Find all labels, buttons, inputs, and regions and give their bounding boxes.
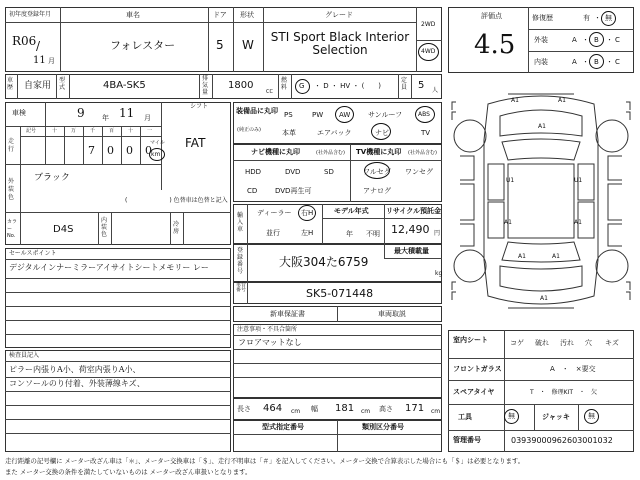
warranty-manual: 車両取説 — [378, 310, 406, 318]
equip-airbag: エアバック — [317, 129, 352, 137]
interior-b: B — [594, 58, 599, 66]
use-value: 自家用 — [24, 81, 52, 91]
score-value: 4.5 — [474, 30, 516, 60]
nav-header: ナビ機種に丸印 — [251, 148, 300, 156]
seat-koge: コゲ — [510, 339, 524, 347]
length-label: 長さ — [237, 405, 251, 413]
notes-text: フロアマットなし — [238, 338, 302, 347]
grade-value: STI Sport Black Interior Selection — [270, 30, 410, 57]
import-left-h: 左H — [301, 229, 314, 237]
class-label: 類別区分番号 — [362, 423, 404, 431]
model-year-unit: 年 — [346, 230, 353, 238]
capacity-label: 定員 — [401, 77, 408, 91]
exterior-a: A — [572, 36, 577, 44]
shift-value: FAT — [185, 136, 206, 150]
import-label: 輸入車 — [237, 212, 244, 233]
import-dealer: ディーラー — [257, 209, 292, 217]
nav-hdd: HDD — [245, 168, 262, 176]
equip-aw: AW — [339, 111, 351, 119]
plate-label: 登録番号 — [237, 247, 244, 275]
model-label: 型式 — [59, 77, 66, 91]
mileage-digit-3: 7 — [88, 144, 95, 157]
max-load-label: 最大積載量 — [394, 247, 429, 255]
drive-2wd: 2WD — [421, 21, 436, 28]
mark-a1-rear-1: A1 — [518, 253, 526, 260]
seat-yogore: 汚れ — [560, 339, 574, 347]
height-label: 高さ — [379, 405, 393, 413]
capacity-value: 5 — [418, 80, 425, 91]
first-reg-label: 初年度登録年月 — [9, 11, 52, 18]
mark-a1-front-2: A1 — [558, 97, 566, 104]
height-unit: cm — [431, 408, 441, 415]
model-year-label: モデル年式 — [334, 207, 369, 215]
width-label: 幅 — [311, 405, 318, 413]
seat-yabure: 破れ — [535, 339, 549, 347]
nav-dvd-play: DVD再生可 — [275, 187, 312, 195]
seat-ana: 穴 — [585, 339, 592, 347]
exterior-sep-2: ・ — [606, 36, 613, 44]
color-value: ブラック — [34, 173, 70, 183]
spare-label: スペアタイヤ — [453, 388, 495, 396]
mileage-unit-km: km — [151, 151, 161, 158]
shape-value: W — [242, 38, 254, 52]
displacement-value: 1800 — [228, 80, 254, 91]
drive-4wd: 4WD — [421, 48, 436, 55]
mileage-unit-label-3: 千 — [90, 128, 96, 134]
mileage-unit-label-1: 十 — [52, 128, 58, 134]
mgmt-label: 管理番号 — [453, 436, 481, 444]
fuel-rest: ・ D ・ HV ・ ( ) — [314, 82, 382, 90]
cc-unit: CC — [266, 89, 273, 95]
notes-label: 注意事項・不具合箇所 — [237, 326, 298, 333]
car-name-label: 車名 — [126, 11, 140, 19]
mark-a1-rear-3: A1 — [540, 295, 548, 302]
plate-value: 大阪304た6759 — [279, 255, 369, 269]
recycle-unit: 円 — [434, 230, 441, 237]
exterior-sep-1: ・ — [582, 36, 589, 44]
car-name: フォレスター — [110, 39, 176, 52]
chassis-value: SK5-071448 — [306, 287, 374, 300]
first-reg-month: 11 — [33, 55, 46, 66]
tv-analog: アナログ — [363, 187, 391, 195]
mark-a1-left-1: A1 — [504, 219, 512, 226]
max-load-unit: kg — [435, 270, 443, 277]
first-reg-year: R06 — [12, 34, 37, 48]
use-label: 車歴 — [7, 77, 14, 91]
mark-a1-rear-2: A1 — [552, 253, 560, 260]
sales-point-text: デジタルインナーミラーアイサイトシートメモリー レー — [9, 263, 209, 272]
mileage-unit-label-6: 一 — [147, 128, 153, 134]
tools-label: 工具 — [458, 413, 472, 421]
equip-ps: PS — [284, 111, 293, 119]
inspection-year-unit: 年 — [102, 114, 109, 122]
front-glass-options: A ・ ×要交 — [550, 365, 596, 373]
interior-c: C — [615, 58, 620, 66]
tv-oneseg: ワンセグ — [405, 168, 433, 176]
doors-value: 5 — [216, 38, 224, 52]
mileage-unit-label-2: 万 — [71, 128, 77, 134]
height-value: 171 — [405, 403, 425, 414]
color-note: ( ) 色替車は色替と記入 — [125, 197, 228, 204]
interior-sep-2: ・ — [606, 58, 613, 66]
jack-label: ジャッキ — [542, 413, 570, 421]
mark-a1-right-1: A1 — [574, 219, 582, 226]
mileage-digit-5: 0 — [126, 144, 133, 157]
inspector-note-line-1: コンソールのり付着、外装薄線キズ、 — [9, 379, 145, 388]
inspection-month-unit: 月 — [144, 114, 151, 122]
seat-label: 室内シート — [453, 336, 488, 344]
tv-header: TV機種に丸印 — [356, 148, 402, 156]
fuel-g: G — [299, 82, 305, 90]
restoration-sep: ・ — [594, 14, 601, 22]
seat-kizu: キズ — [605, 339, 619, 347]
jack-value: 無 — [588, 412, 595, 420]
aircon-label: 冷房 — [173, 221, 180, 235]
nav-cd: CD — [247, 187, 258, 195]
cc-label: 排気量 — [202, 75, 209, 96]
width-unit: cm — [361, 408, 371, 415]
recycle-label: リサイクル預託金 — [386, 207, 442, 215]
tv-fullseg: フルセグ — [363, 168, 391, 176]
color-code-label: カラーNo. — [7, 219, 18, 239]
grade-label: グレード — [325, 11, 353, 19]
nav-dvd: DVD — [285, 168, 301, 176]
exterior-c: C — [615, 36, 620, 44]
equipment-label: 装備品に丸印 — [236, 107, 278, 115]
shift-label: シフト — [190, 103, 209, 110]
tv-sub: (社外品含む) — [408, 150, 437, 156]
interior-a: A — [572, 58, 577, 66]
mileage-digit-4: 0 — [107, 144, 114, 157]
mark-a1-front-1: A1 — [511, 97, 519, 104]
car-damage-diagram — [448, 80, 634, 322]
equip-sunroof: サンルーフ — [368, 111, 403, 119]
length-unit: cm — [291, 408, 301, 415]
fuel-label: 燃料 — [281, 77, 288, 91]
import-parallel: 並行 — [266, 229, 280, 237]
nav-sd: SD — [324, 168, 334, 176]
doors-label: ドア — [213, 11, 227, 19]
interior-color-label: 内装色 — [101, 217, 108, 238]
mileage-digit-6: 0 — [145, 144, 152, 157]
exterior-b: B — [594, 36, 599, 44]
restoration-no: 無 — [605, 14, 612, 22]
chassis-label: 車台番号 — [236, 282, 247, 293]
inspection-month: 11 — [119, 106, 135, 120]
spare-options: T ・ 修理KIT ・ 欠 — [530, 389, 598, 396]
score-label: 評価点 — [481, 12, 502, 20]
model-year-unknown: 不明 — [366, 230, 380, 238]
front-glass-label: フロントガラス — [453, 365, 502, 373]
restoration-label: 修復歴 — [532, 14, 553, 22]
mark-u1-right: U1 — [574, 177, 583, 184]
recycle-value: 12,490 — [391, 223, 430, 236]
mark-a1-hood: A1 — [538, 123, 546, 130]
equip-leather: 本革 — [282, 129, 296, 137]
first-reg-month-unit: 月 — [48, 57, 55, 65]
restoration-yes: 有 — [583, 14, 590, 22]
interior-sep-1: ・ — [582, 58, 589, 66]
model-value: 4BA-SK5 — [103, 80, 146, 91]
color-code-value: D4S — [53, 224, 74, 235]
mgmt-value: 039390009626030010​32 — [511, 436, 613, 445]
footer-line-1: 走行距離の記号欄に メーター改ざん車は「＊」、メーター交換車は「＄」、走行不明車は「＃」を記入してください。メーター交換で合算表示した場合にも「＄」は必要となります。 — [5, 457, 525, 465]
capacity-unit: 人 — [432, 87, 439, 94]
equipment-sub-label: (純正のみ) — [237, 127, 261, 133]
equip-pw: PW — [312, 111, 324, 119]
import-right-h: 右H — [301, 209, 314, 217]
nav-sub: (社外品含む) — [316, 150, 345, 156]
inspector-note-line-0: ピラー内張りA小、荷室内張りA小、 — [9, 365, 141, 374]
first-reg-slash: / — [36, 39, 41, 53]
mileage-unit-label-4: 百 — [109, 128, 115, 134]
mark-u1-left: U1 — [506, 177, 515, 184]
width-value: 181 — [335, 403, 355, 414]
mileage-unit-label-0: 記号 — [26, 128, 37, 134]
equip-tv: TV — [421, 129, 431, 137]
exterior-label: 外装 — [534, 36, 548, 44]
mileage-unit-mile: マイル — [150, 140, 165, 146]
inspection-label: 車検 — [12, 109, 26, 117]
equip-abs: ABS — [418, 111, 430, 118]
tools-value: 無 — [508, 412, 515, 420]
type-label: 型式指定番号 — [262, 423, 304, 431]
warranty-new-car: 新車保証書 — [270, 310, 305, 318]
footer-line-2: また メーター交換の条件を満たしていないものは メーター改ざん車扱いとなります。 — [5, 468, 252, 476]
sales-point-label: セールスポイント — [9, 250, 57, 257]
length-value: 464 — [263, 403, 283, 414]
interior-label: 内装 — [534, 58, 548, 66]
shape-label: 形状 — [240, 11, 254, 19]
inspector-notes-label: 検査員記入 — [9, 352, 40, 359]
mileage-unit-label-5: 十 — [128, 128, 134, 134]
inspection-year: 9 — [77, 106, 85, 120]
equip-nav: ナビ — [375, 129, 389, 137]
color-label: 外装色 — [8, 178, 15, 201]
mileage-label: 走行 — [8, 138, 15, 153]
